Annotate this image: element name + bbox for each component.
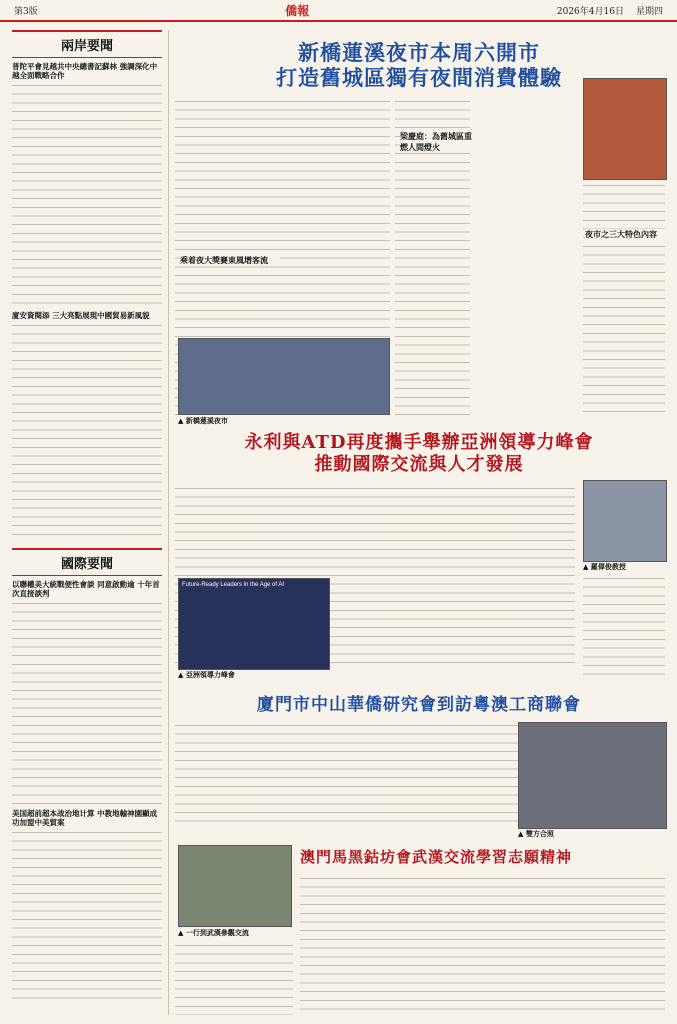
page-header [0,0,677,22]
section-title-cross-strait: 兩岸要聞 [12,30,162,58]
headline: 打造舊城區獨有夜間消費體驗 [276,65,562,91]
sidebar-story-title: 以聯權美大統戰便性會談 同意啟動逾 十年首次直接談判 [12,580,160,598]
page-number: 第3版 [14,6,38,17]
portrait-photo [583,78,667,180]
column-divider [168,30,169,1015]
sidebar-news [12,30,162,1015]
sidebar-story-title: 普陀平會見越共中央總書記蘇林 強調深化中越全面戰略合作 [12,62,158,80]
visit-photo [178,845,292,927]
article-body [583,182,665,420]
photo-caption: ▲ 新橋蓮溪夜市 [178,416,228,425]
article-body [175,942,293,1015]
article-body [12,82,162,307]
subhead: 梁慶庭：為舊城區重燃人間燈火 [400,131,475,153]
headline: 廈門市中山華僑研究會到訪粵澳工商聯會 [257,695,581,715]
article-body [583,575,665,675]
headline: 澳門馬黑鈷坊會武漢交流學習志願精神 [300,848,573,866]
news-photo [178,338,390,415]
group-photo [518,722,667,829]
summit-photo [178,578,330,670]
sidebar-story-title: 美国超前超本战治地计算 中教地輸神園顯成功加盟中美貿案 [12,809,158,827]
headline: 永利與ATD再度攜手舉辦亞洲領導力峰會 [244,432,594,453]
article-body [12,600,162,805]
story-xiamen-visit [173,695,665,715]
article-body [12,322,162,542]
newspaper-logo: 僑報 [285,3,310,18]
subhead: 乘着夜大獎賽東風增客流 [180,255,280,266]
photo-caption: ▲ 雙方合照 [518,829,554,838]
sidebar-story-title: 廈安資閱添 三大亮點展現中國貿易新風貌 [12,311,150,320]
issue-date: 2026年4月16日 [556,6,624,17]
photo-caption: ▲ 羅偉俊教授 [583,562,626,571]
article-body [12,829,162,1004]
section-title-international: 國際要聞 [12,548,162,576]
photo-caption: ▲ 亞洲領導力峰會 [178,670,235,679]
photo-caption: ▲ 一行到武漢參觀交流 [178,928,249,937]
headline: 新橋蓮溪夜市本周六開市 [298,40,540,65]
subhead: 夜市之三大特色內容 [585,229,665,240]
article-body [175,722,575,827]
issue-weekday: 星期四 [635,6,663,17]
headline: 推動國際交流與人才發展 [314,453,524,475]
article-body [300,875,665,1015]
story-leadership-summit [173,432,665,475]
photo-banner: Future-Ready Leaders in the Age of AI [182,582,285,588]
portrait-photo [583,480,667,562]
